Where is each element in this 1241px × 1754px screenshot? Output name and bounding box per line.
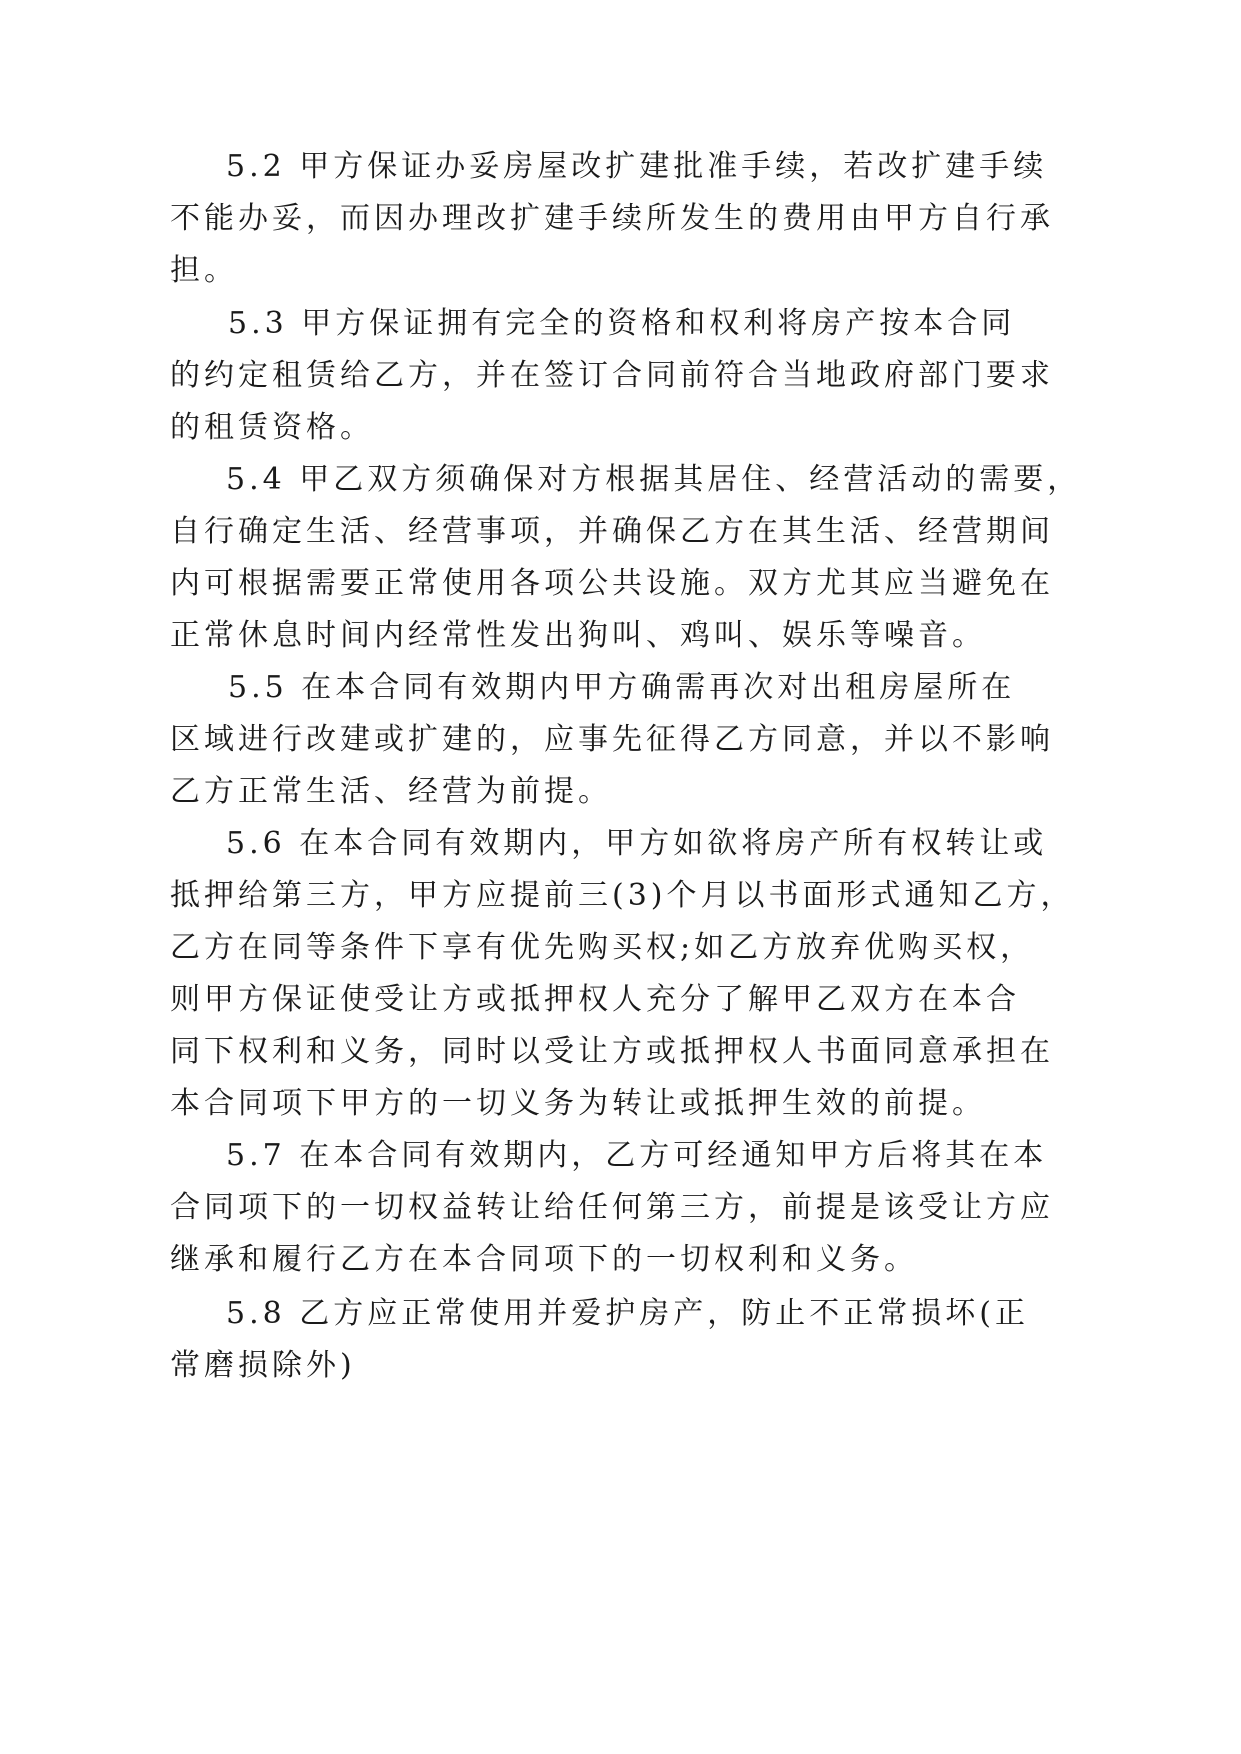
text-line: 5.3 甲方保证拥有完全的资格和权利将房产按本合同 bbox=[228, 306, 1016, 341]
text-line: 内可根据需要正常使用各项公共设施。双方尤其应当避免在 bbox=[170, 566, 1054, 601]
text-line: 的租赁资格。 bbox=[170, 410, 374, 445]
text-line: 本合同项下甲方的一切义务为转让或抵押生效的前提。 bbox=[170, 1086, 986, 1121]
text-line: 合同项下的一切权益转让给任何第三方，前提是该受让方应 bbox=[170, 1190, 1054, 1225]
text-line: 正常休息时间内经常性发出狗叫、鸡叫、娱乐等噪音。 bbox=[170, 618, 986, 653]
text-line: 5.2 甲方保证办妥房屋改扩建批准手续，若改扩建手续 bbox=[226, 149, 1048, 184]
text-line: 抵押给第三方，甲方应提前三(3)个月以书面形式通知乙方， bbox=[170, 878, 1075, 913]
text-line: 自行确定生活、经营事项，并确保乙方在其生活、经营期间 bbox=[170, 514, 1054, 549]
text-line: 乙方正常生活、经营为前提。 bbox=[170, 774, 612, 809]
text-line: 区域进行改建或扩建的，应事先征得乙方同意，并以不影响 bbox=[170, 722, 1054, 757]
text-line: 5.5 在本合同有效期内甲方确需再次对出租房屋所在 bbox=[228, 670, 1016, 705]
text-line: 乙方在同等条件下享有优先购买权;如乙方放弃优购买权， bbox=[170, 930, 1035, 965]
text-line: 担。 bbox=[170, 253, 238, 288]
text-line: 5.8 乙方应正常使用并爱护房产，防止不正常损坏(正 bbox=[226, 1296, 1029, 1331]
text-line: 继承和履行乙方在本合同项下的一切权利和义务。 bbox=[170, 1242, 918, 1277]
text-line: 5.7 在本合同有效期内，乙方可经通知甲方后将其在本 bbox=[226, 1138, 1048, 1173]
text-line: 同下权利和义务，同时以受让方或抵押权人书面同意承担在 bbox=[170, 1034, 1054, 1069]
text-line: 5.4 甲乙双方须确保对方根据其居住、经营活动的需要， bbox=[226, 462, 1082, 497]
text-line: 的约定租赁给乙方，并在签订合同前符合当地政府部门要求 bbox=[170, 358, 1054, 393]
text-line: 则甲方保证使受让方或抵押权人充分了解甲乙双方在本合 bbox=[170, 982, 1020, 1017]
text-line: 不能办妥，而因办理改扩建手续所发生的费用由甲方自行承 bbox=[170, 201, 1054, 236]
text-line: 常磨损除外) bbox=[170, 1348, 356, 1383]
text-line: 5.6 在本合同有效期内，甲方如欲将房产所有权转让或 bbox=[226, 826, 1048, 861]
